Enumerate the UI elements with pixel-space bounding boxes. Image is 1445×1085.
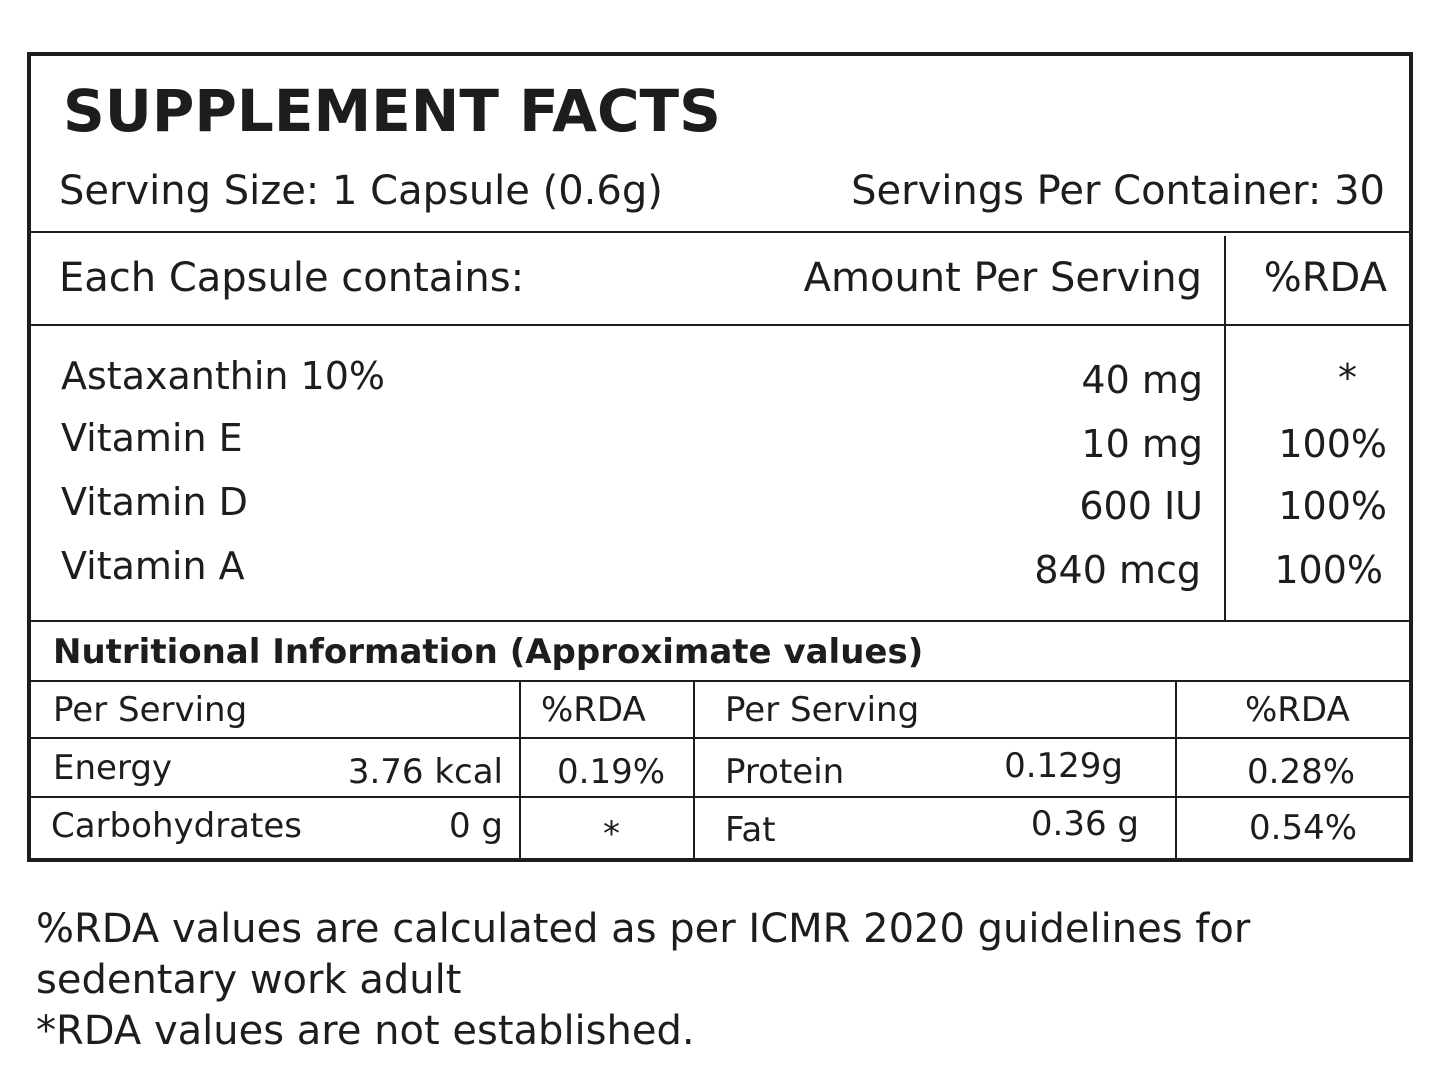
footnotes <box>36 904 1250 1057</box>
ingredient-column-divider <box>1224 236 1226 622</box>
ingredient-rda: 100% <box>1278 422 1387 466</box>
nutrition-column-divider-3 <box>1175 680 1177 858</box>
ingredient-amount: 840 mcg <box>1034 548 1201 592</box>
nutrient-value: 3.76 kcal <box>347 752 503 792</box>
nutrition-header-rda-left: %RDA <box>541 690 646 730</box>
header-amount-per-serving: Amount Per Serving <box>803 255 1202 301</box>
nutrient-name: Fat <box>725 810 776 850</box>
ingredient-rda: 100% <box>1274 548 1383 592</box>
supplement-facts-label <box>27 52 1413 862</box>
nutrient-name: Energy <box>53 748 173 788</box>
ingredient-name: Vitamin A <box>61 544 245 588</box>
nutrient-value: 0 g <box>448 806 503 846</box>
ingredient-amount: 40 mg <box>1081 358 1203 402</box>
nutrition-title: Nutritional Information (Approximate values) <box>53 632 924 672</box>
footnote-rda-calculation-cont: sedentary work adult <box>36 957 462 1003</box>
nutrient-value: 0.129g <box>1004 746 1123 786</box>
ingredient-name: Vitamin E <box>61 416 243 460</box>
nutrient-name: Carbohydrates <box>51 806 302 846</box>
footnote-rda-calculation: %RDA values are calculated as per ICMR 2020 guidelines for <box>36 906 1251 952</box>
nutrient-value: 0.36 g <box>1030 804 1139 844</box>
divider-under-nutrition-header <box>31 737 1409 739</box>
nutrition-column-divider-2 <box>693 680 695 858</box>
ingredient-name: Vitamin D <box>61 480 248 524</box>
ingredient-rda: * <box>1338 356 1357 400</box>
header-rda: %RDA <box>1263 255 1387 301</box>
ingredient-name: Astaxanthin 10% <box>61 354 386 398</box>
nutrient-rda: * <box>603 814 620 854</box>
nutrient-name: Protein <box>725 752 845 792</box>
serving-size: Serving Size: 1 Capsule (0.6g) <box>59 168 663 214</box>
nutrition-header-per-serving-right: Per Serving <box>725 690 920 730</box>
ingredient-amount: 10 mg <box>1081 422 1203 466</box>
nutrient-rda: 0.28% <box>1247 752 1356 792</box>
label-title: SUPPLEMENT FACTS <box>63 77 721 145</box>
nutrient-rda: 0.19% <box>557 752 666 792</box>
divider-under-nutrition-title <box>31 680 1409 682</box>
nutrient-rda: 0.54% <box>1249 808 1358 848</box>
divider-between-nutrition-rows <box>31 796 1409 798</box>
nutrition-header-rda-right: %RDA <box>1245 690 1350 730</box>
ingredient-amount: 600 IU <box>1079 484 1203 528</box>
divider-above-nutrition <box>31 620 1409 622</box>
nutrition-column-divider-1 <box>519 680 521 858</box>
divider-under-ingredient-header <box>31 324 1409 326</box>
footnote-rda-not-established: *RDA values are not established. <box>36 1008 695 1054</box>
servings-per-container: Servings Per Container: 30 <box>851 168 1385 214</box>
nutrition-header-per-serving-left: Per Serving <box>53 690 248 730</box>
ingredient-rda: 100% <box>1278 484 1387 528</box>
header-each-capsule: Each Capsule contains: <box>59 255 525 301</box>
divider-under-serving <box>31 231 1409 233</box>
